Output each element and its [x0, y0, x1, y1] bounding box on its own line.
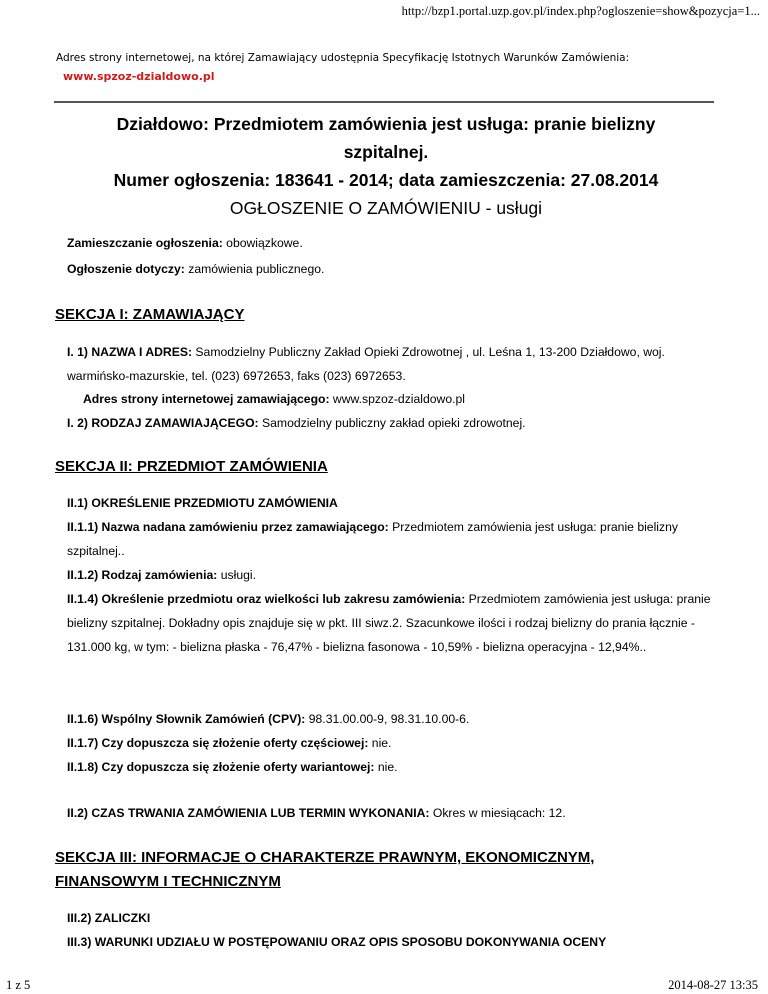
meta-publication: Zamieszczanie ogłoszenia: obowiązkowe. — [67, 236, 303, 250]
section-2-name: II.1.1) Nazwa nadana zamówieniu przez zamawiającego: Przedmiotem zamówienia jest usługa: pranie bielizny szpitalnej.. — [67, 520, 678, 558]
title-line-2: szpitalnej. — [343, 142, 429, 162]
siwz-intro-text: Adres strony internetowej, na której Zamawiający udostępnia Specyfikację Istotnych Warunków Zamówienia: — [56, 52, 630, 64]
page-number: 1 z 5 — [6, 978, 31, 992]
section-2-kind: II.1.2) Rodzaj zamówienia: usługi. — [67, 568, 256, 582]
notice-title — [56, 112, 716, 220]
section-1-website: Adres strony internetowej zamawiającego: www.spzoz-dzialdowo.pl — [83, 392, 466, 406]
divider — [54, 101, 714, 103]
section-2-variant-offer: II.1.8) Czy dopuszcza się złożenie oferty wariantowej: nie. — [67, 760, 398, 774]
section-3-heading: SEKCJA III: INFORMACJE O CHARAKTERZE PRAWNYM, EKONOMICZNYM, FINANSOWYM I TECHNICZNYM — [55, 849, 595, 890]
title-line-1: Działdowo: Przedmiotem zamówienia jest usługa: pranie bielizny — [116, 114, 656, 134]
siwz-link[interactable]: www.spzoz-dzialdowo.pl — [63, 70, 215, 83]
meta-concerns: Ogłoszenie dotyczy: zamówienia publicznego. — [67, 262, 325, 276]
section-2-heading: SEKCJA II: PRZEDMIOT ZAMÓWIENIA — [55, 458, 328, 475]
section-3-conditions: III.3) WARUNKI UDZIAŁU W POSTĘPOWANIU ORAZ OPIS SPOSOBU DOKONYWANIA OCENY — [67, 935, 607, 949]
print-datetime: 2014-08-27 13:35 — [668, 978, 758, 992]
section-2-scope: II.1.4) Określenie przedmiotu oraz wielkości lub zakresu zamówienia: Przedmiotem zamówienia jest usługa: pranie bielizny szpitalnej. Dokładny opis znajduje się w pkt. III siwz.2. Szacunkowe ilości i rodzaj bielizny do prania łącznie - 131.000 kg, w tym: - bielizna płaska - 76,47% - bielizna fasonowa - 10,59% - bielizna operacyjna - 12,94%.. — [67, 592, 711, 654]
section-2-duration: II.2) CZAS TRWANIA ZAMÓWIENIA LUB TERMIN WYKONANIA: Okres w miesiącach: 12. — [67, 806, 566, 820]
section-3-advances: III.2) ZALICZKI — [67, 911, 151, 925]
section-1-heading: SEKCJA I: ZAMAWIAJĄCY — [55, 306, 245, 323]
section-2-cpv: II.1.6) Wspólny Słownik Zamówień (CPV): 98.31.00.00-9, 98.31.10.00-6. — [67, 712, 470, 726]
title-line-3: Numer ogłoszenia: 183641 - 2014; data zamieszczenia: 27.08.2014 — [113, 170, 659, 190]
section-2-partial-offer: II.1.7) Czy dopuszcza się złożenie oferty częściowej: nie. — [67, 736, 392, 750]
section-1-name-address: I. 1) NAZWA I ADRES: Samodzielny Publiczny Zakład Opieki Zdrowotnej , ul. Leśna 1, 13-200 Działdowo, woj. warmińsko-mazurskie, tel. (023) 6972653, faks (023) 6972653. — [67, 345, 665, 383]
section-1-type: I. 2) RODZAJ ZAMAWIAJĄCEGO: Samodzielny publiczny zakład opieki zdrowotnej. — [67, 416, 526, 430]
title-line-4: OGŁOSZENIE O ZAMÓWIENIU - usługi — [229, 198, 543, 218]
section-2-subject-heading: II.1) OKREŚLENIE PRZEDMIOTU ZAMÓWIENIA — [67, 496, 338, 510]
siwz-intro — [56, 52, 629, 83]
print-url: http://bzp1.portal.uzp.gov.pl/index.php?ogloszenie=show&pozycja=1... — [401, 4, 760, 18]
